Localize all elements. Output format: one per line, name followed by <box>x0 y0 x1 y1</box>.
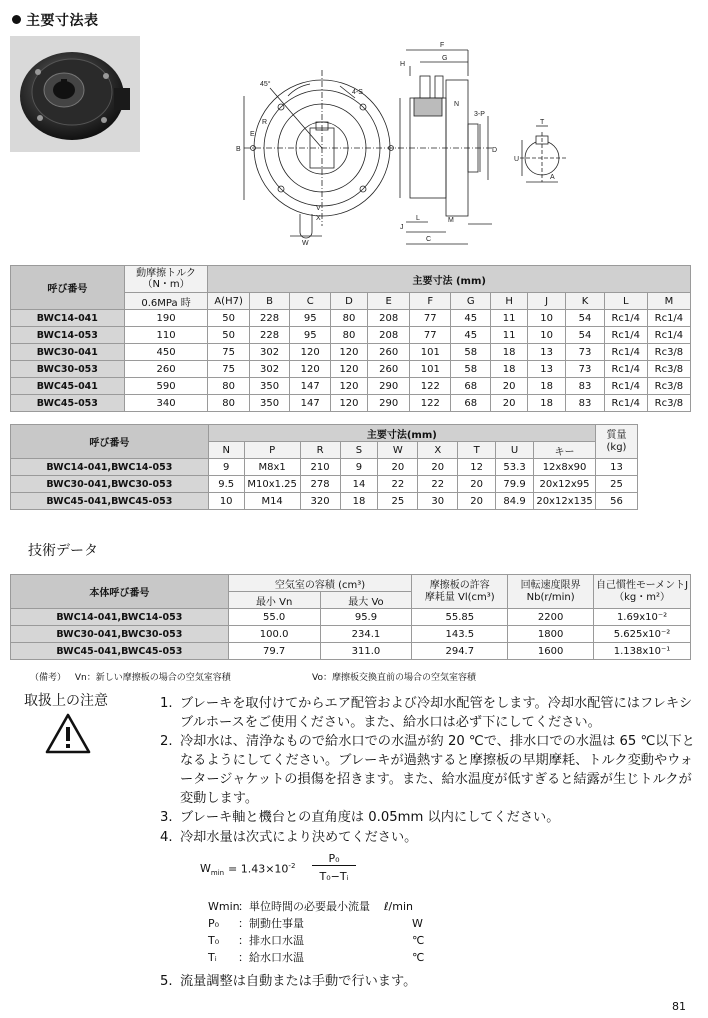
note-3-text: ブレーキ軸と機台との直角度は 0.05mm 以内にしてください。 <box>180 810 560 825</box>
table2-col-header: R <box>300 442 340 459</box>
table-cell: 260 <box>367 344 410 361</box>
row-model: BWC14-041 <box>11 310 125 327</box>
note-4 <box>160 828 700 847</box>
table-cell: 1.69x10⁻² <box>594 609 691 626</box>
table-cell: 11 <box>491 310 528 327</box>
remark-label: （備考） <box>30 673 67 683</box>
table-cell: 80 <box>331 310 368 327</box>
table2-main-dims-header: 主要寸法(mm) <box>208 425 595 442</box>
table-cell: 340 <box>124 395 208 412</box>
table-cell: 13 <box>527 361 565 378</box>
table-cell: Rc3/8 <box>647 361 690 378</box>
table-cell: 10 <box>527 310 565 327</box>
table-cell: 20x12x135 <box>534 493 596 510</box>
table-cell: 11 <box>491 327 528 344</box>
table-cell: 25 <box>378 493 418 510</box>
table-cell: 18 <box>527 395 565 412</box>
def-unit: ℓ/min <box>384 900 413 913</box>
product-photo <box>10 36 140 152</box>
table-cell: 20 <box>418 459 458 476</box>
table-cell: 79.9 <box>496 476 534 493</box>
label-g: G <box>442 55 448 62</box>
table-cell: 120 <box>290 344 331 361</box>
table-cell: 110 <box>124 327 208 344</box>
def-unit: W <box>412 917 423 930</box>
table-cell: M14 <box>244 493 300 510</box>
table-cell: 120 <box>331 378 368 395</box>
tech-data-table <box>10 574 691 660</box>
formula-lhs: W <box>200 862 211 875</box>
dimensions-table-2 <box>10 424 638 510</box>
table-cell: 50 <box>208 327 249 344</box>
caution-section-title: 取扱上の注意 <box>24 693 108 709</box>
table-cell: 147 <box>290 378 331 395</box>
definition-row <box>208 915 448 932</box>
table-row <box>11 344 691 361</box>
def-desc: ：単位時間の必要最小流量 <box>238 900 370 913</box>
row-model: BWC30-053 <box>11 361 125 378</box>
table-cell: 5.625x10⁻² <box>594 626 691 643</box>
row-model: BWC30-041,BWC30-053 <box>11 626 229 643</box>
row-model: BWC45-041 <box>11 378 125 395</box>
table-cell: 54 <box>566 327 604 344</box>
label-n: N <box>454 101 460 108</box>
tech-section-title: 技術データ <box>28 543 98 559</box>
def-symbol: Wmin <box>208 900 240 913</box>
table-cell: 45 <box>451 310 491 327</box>
def-symbol: Tᵢ <box>208 951 217 964</box>
table-cell: 9 <box>208 459 244 476</box>
table-cell: Rc3/8 <box>647 378 690 395</box>
def-unit: ℃ <box>412 934 425 947</box>
table-cell: 20 <box>458 493 496 510</box>
table1-col-header: H <box>491 293 528 310</box>
table-cell: 79.7 <box>228 643 320 660</box>
table-cell: Rc1/4 <box>604 361 647 378</box>
table-cell: 77 <box>410 310 451 327</box>
table-cell: 10 <box>527 327 565 344</box>
table1-col-header: A(H7) <box>208 293 249 310</box>
label-u: U <box>514 156 520 163</box>
table-row <box>11 493 638 510</box>
def-desc: ：給水口水温 <box>238 951 304 964</box>
def-desc: ：制動仕事量 <box>238 917 304 930</box>
table-row <box>11 361 691 378</box>
table-cell: 18 <box>527 378 565 395</box>
table2-col-header: N <box>208 442 244 459</box>
formula-denominator: T₀−Tᵢ <box>319 870 349 883</box>
table-cell: 100.0 <box>228 626 320 643</box>
table-cell: 2200 <box>508 609 594 626</box>
table-cell: Rc1/4 <box>604 378 647 395</box>
table-cell: 290 <box>367 378 410 395</box>
table-cell: 190 <box>124 310 208 327</box>
table1-col-header: M <box>647 293 690 310</box>
table-cell: 75 <box>208 361 249 378</box>
table-row <box>11 310 691 327</box>
formula-lhs-sub: min <box>210 869 225 878</box>
table-cell: 95.9 <box>320 609 412 626</box>
table1-col-header: D <box>331 293 368 310</box>
label-d: D <box>492 147 498 154</box>
table-cell: 14 <box>340 476 378 493</box>
def-unit: ℃ <box>412 951 425 964</box>
table-cell: 302 <box>249 344 290 361</box>
table-cell: 83 <box>566 378 604 395</box>
table-cell: 56 <box>596 493 638 510</box>
table-cell: 54 <box>566 310 604 327</box>
table3-model-header: 本体呼び番号 <box>11 575 229 609</box>
table1-col-header: C <box>290 293 331 310</box>
table-cell: 53.3 <box>496 459 534 476</box>
table-cell: Rc1/4 <box>604 395 647 412</box>
note-2-num: 2. <box>160 734 173 749</box>
note-2-text: 冷却水は、清浄なもので給水口での水温が約 20 ℃で、排水口での水温は 65 ℃以下となるようにしてください。ブレーキが過熱すると摩擦板の早期摩耗、トルク変動やウォータージャケットの損傷を招きます。また、給水温度が低すぎると結露が生じトルクが変動します。 <box>180 734 695 806</box>
table-cell: 58 <box>451 344 491 361</box>
bullet-icon <box>12 15 21 24</box>
table-cell: 294.7 <box>412 643 508 660</box>
table-cell: 450 <box>124 344 208 361</box>
table-cell: 12 <box>458 459 496 476</box>
row-model: BWC30-041,BWC30-053 <box>11 476 209 493</box>
table-cell: 120 <box>331 344 368 361</box>
table-row <box>11 643 691 660</box>
table-cell: M10x1.25 <box>244 476 300 493</box>
formula-eq: = 1.43×10 <box>228 862 289 876</box>
table-row <box>11 327 691 344</box>
table-cell: 22 <box>378 476 418 493</box>
table-cell: 120 <box>331 361 368 378</box>
table-cell: 30 <box>418 493 458 510</box>
table2-col-header: X <box>418 442 458 459</box>
note-3-num: 3. <box>160 810 173 825</box>
table-cell: 228 <box>249 327 290 344</box>
table-cell: 58 <box>451 361 491 378</box>
table-cell: 68 <box>451 395 491 412</box>
def-desc: ：排水口水温 <box>238 934 304 947</box>
table-cell: 302 <box>249 361 290 378</box>
table2-col-header: T <box>458 442 496 459</box>
note-1 <box>160 694 700 732</box>
def-symbol: P₀ <box>208 917 220 930</box>
table2-mass-header: 質量 (kg) <box>596 425 638 459</box>
definition-row <box>208 932 448 949</box>
table-cell: 208 <box>367 327 410 344</box>
table-cell: 147 <box>290 395 331 412</box>
table-cell: 45 <box>451 327 491 344</box>
table-cell: 18 <box>491 361 528 378</box>
table-cell: 20x12x95 <box>534 476 596 493</box>
table1-torque-cond: 0.6MPa 時 <box>124 293 208 310</box>
label-h: H <box>400 61 406 68</box>
page-number: 81 <box>672 1000 686 1013</box>
dimension-drawing <box>230 36 570 248</box>
table2-model-header: 呼び番号 <box>11 425 209 459</box>
table-cell: 84.9 <box>496 493 534 510</box>
table3-min-header: 最小 Vn <box>228 592 320 609</box>
row-model: BWC45-041,BWC45-053 <box>11 493 209 510</box>
table2-col-header: S <box>340 442 378 459</box>
table-cell: Rc1/4 <box>604 344 647 361</box>
note-1-num: 1. <box>160 696 173 711</box>
table-cell: 80 <box>208 395 249 412</box>
label-l: L <box>416 215 420 222</box>
table-cell: 290 <box>367 395 410 412</box>
table-cell: 95 <box>290 310 331 327</box>
table3-air-vol-header: 空気室の容積 (cm³) <box>228 575 412 592</box>
note-4-text: 冷却水量は次式により決めてください。 <box>180 830 418 845</box>
table-cell: 1800 <box>508 626 594 643</box>
table3-speed-header: 回転速度限界 Nb(r/min) <box>508 575 594 609</box>
label-j: J <box>400 224 404 231</box>
table-cell: 228 <box>249 310 290 327</box>
table-cell: 80 <box>208 378 249 395</box>
table-cell: 55.0 <box>228 609 320 626</box>
table-cell: Rc1/4 <box>604 310 647 327</box>
table-cell: 350 <box>249 395 290 412</box>
table1-col-header: K <box>566 293 604 310</box>
table-cell: Rc3/8 <box>647 344 690 361</box>
table-cell: 320 <box>300 493 340 510</box>
table2-col-header: W <box>378 442 418 459</box>
table-cell: 260 <box>124 361 208 378</box>
flow-formula <box>200 852 400 886</box>
table-cell: 590 <box>124 378 208 395</box>
label-b: B <box>236 146 241 153</box>
table-cell: 25 <box>596 476 638 493</box>
label-t: T <box>540 119 545 126</box>
table-cell: Rc1/4 <box>647 327 690 344</box>
label-v: V <box>316 205 321 212</box>
label-x: X <box>316 215 321 222</box>
row-model: BWC45-041,BWC45-053 <box>11 643 229 660</box>
label-m: M <box>448 217 454 224</box>
brake-photo-image <box>10 36 140 152</box>
table-cell: 13 <box>596 459 638 476</box>
table1-col-header: L <box>604 293 647 310</box>
table-row <box>11 395 691 412</box>
label-a: A <box>550 174 555 181</box>
table-row <box>11 626 691 643</box>
table1-torque-header: 動摩擦トルク （N・m） <box>124 266 208 293</box>
table1-col-header: J <box>527 293 565 310</box>
note-5-text: 流量調整は自動または手動で行います。 <box>180 974 417 989</box>
table3-max-header: 最大 Vo <box>320 592 412 609</box>
table-cell: 83 <box>566 395 604 412</box>
table-cell: 210 <box>300 459 340 476</box>
row-model: BWC14-041,BWC14-053 <box>11 609 229 626</box>
def-symbol: T₀ <box>208 934 220 947</box>
table-row <box>11 476 638 493</box>
remark-2: Vo：摩擦板交換直前の場合の空気室容積 <box>312 673 476 683</box>
table-cell: 208 <box>367 310 410 327</box>
label-w: W <box>302 240 309 247</box>
table-cell: 143.5 <box>412 626 508 643</box>
row-model: BWC30-041 <box>11 344 125 361</box>
table-cell: 278 <box>300 476 340 493</box>
table-cell: 101 <box>410 344 451 361</box>
table-cell: 55.85 <box>412 609 508 626</box>
note-4-num: 4. <box>160 830 173 845</box>
table-cell: 73 <box>566 344 604 361</box>
table-cell: 260 <box>367 361 410 378</box>
dimensions-table-1 <box>10 265 691 412</box>
table-cell: 1600 <box>508 643 594 660</box>
table-cell: 1.138x10⁻¹ <box>594 643 691 660</box>
definitions-list <box>208 898 448 966</box>
note-2 <box>160 732 700 808</box>
definition-row <box>208 898 448 915</box>
table-cell: 18 <box>491 344 528 361</box>
note-1-text: ブレーキを取付けてからエア配管および冷却水配管をします。冷却水配管にはフレキシブルホースをご使用ください。また、給水口は必ず下にしてください。 <box>180 696 693 730</box>
row-model: BWC14-041,BWC14-053 <box>11 459 209 476</box>
table-cell: 13 <box>527 344 565 361</box>
table-cell: 311.0 <box>320 643 412 660</box>
row-model: BWC45-053 <box>11 395 125 412</box>
remarks <box>30 670 231 683</box>
table-cell: 9.5 <box>208 476 244 493</box>
note-5 <box>160 972 700 991</box>
table-cell: 350 <box>249 378 290 395</box>
table-cell: 22 <box>418 476 458 493</box>
label-c: C <box>426 236 432 243</box>
remark-1: Vn：新しい摩擦板の場合の空気室容積 <box>74 673 231 683</box>
table-cell: 20 <box>491 395 528 412</box>
table-cell: 75 <box>208 344 249 361</box>
note-5-num: 5. <box>160 974 173 989</box>
table-cell: Rc3/8 <box>647 395 690 412</box>
formula-exp: -2 <box>288 862 296 870</box>
table-cell: 20 <box>378 459 418 476</box>
table1-main-dims-header: 主要寸法 (mm) <box>208 266 691 293</box>
label-e: E <box>250 131 255 138</box>
table-cell: 9 <box>340 459 378 476</box>
table-cell: 68 <box>451 378 491 395</box>
warning-icon <box>44 712 92 756</box>
table2-col-header: P <box>244 442 300 459</box>
table-cell: 10 <box>208 493 244 510</box>
table2-col-header: キー <box>534 442 596 459</box>
table1-col-header: B <box>249 293 290 310</box>
table2-col-header: U <box>496 442 534 459</box>
row-model: BWC14-053 <box>11 327 125 344</box>
table-cell: 120 <box>290 361 331 378</box>
table-cell: 95 <box>290 327 331 344</box>
table-cell: 122 <box>410 378 451 395</box>
table1-col-header: F <box>410 293 451 310</box>
table-cell: 20 <box>458 476 496 493</box>
table-cell: 18 <box>340 493 378 510</box>
table-cell: M8x1 <box>244 459 300 476</box>
label-3p: 3-P <box>474 111 485 118</box>
label-f: F <box>440 42 445 49</box>
table-cell: Rc1/4 <box>647 310 690 327</box>
table3-inertia-header: 自己慣性モーメントJ （kg・m²） <box>594 575 691 609</box>
formula-numerator: P₀ <box>312 852 356 866</box>
table-cell: 234.1 <box>320 626 412 643</box>
table1-model-header: 呼び番号 <box>11 266 125 310</box>
table-cell: 122 <box>410 395 451 412</box>
definition-row <box>208 949 448 966</box>
table-cell: 20 <box>491 378 528 395</box>
label-4s: 4-S <box>352 89 363 96</box>
table-cell: 120 <box>331 395 368 412</box>
table-cell: 50 <box>208 310 249 327</box>
table-cell: 80 <box>331 327 368 344</box>
table-cell: 12x8x90 <box>534 459 596 476</box>
note-3 <box>160 808 700 827</box>
table3-wear-header: 摩擦板の許容 摩耗量 Vl(cm³) <box>412 575 508 609</box>
dimensions-section-title: 主要寸法表 <box>12 10 99 30</box>
table-cell: Rc1/4 <box>604 327 647 344</box>
table-row <box>11 378 691 395</box>
table-cell: 73 <box>566 361 604 378</box>
table1-col-header: E <box>367 293 410 310</box>
table1-col-header: G <box>451 293 491 310</box>
table-row <box>11 609 691 626</box>
table-cell: 101 <box>410 361 451 378</box>
table-row <box>11 459 638 476</box>
label-angle: 45° <box>260 81 271 88</box>
label-r: R <box>262 119 268 126</box>
table-cell: 77 <box>410 327 451 344</box>
